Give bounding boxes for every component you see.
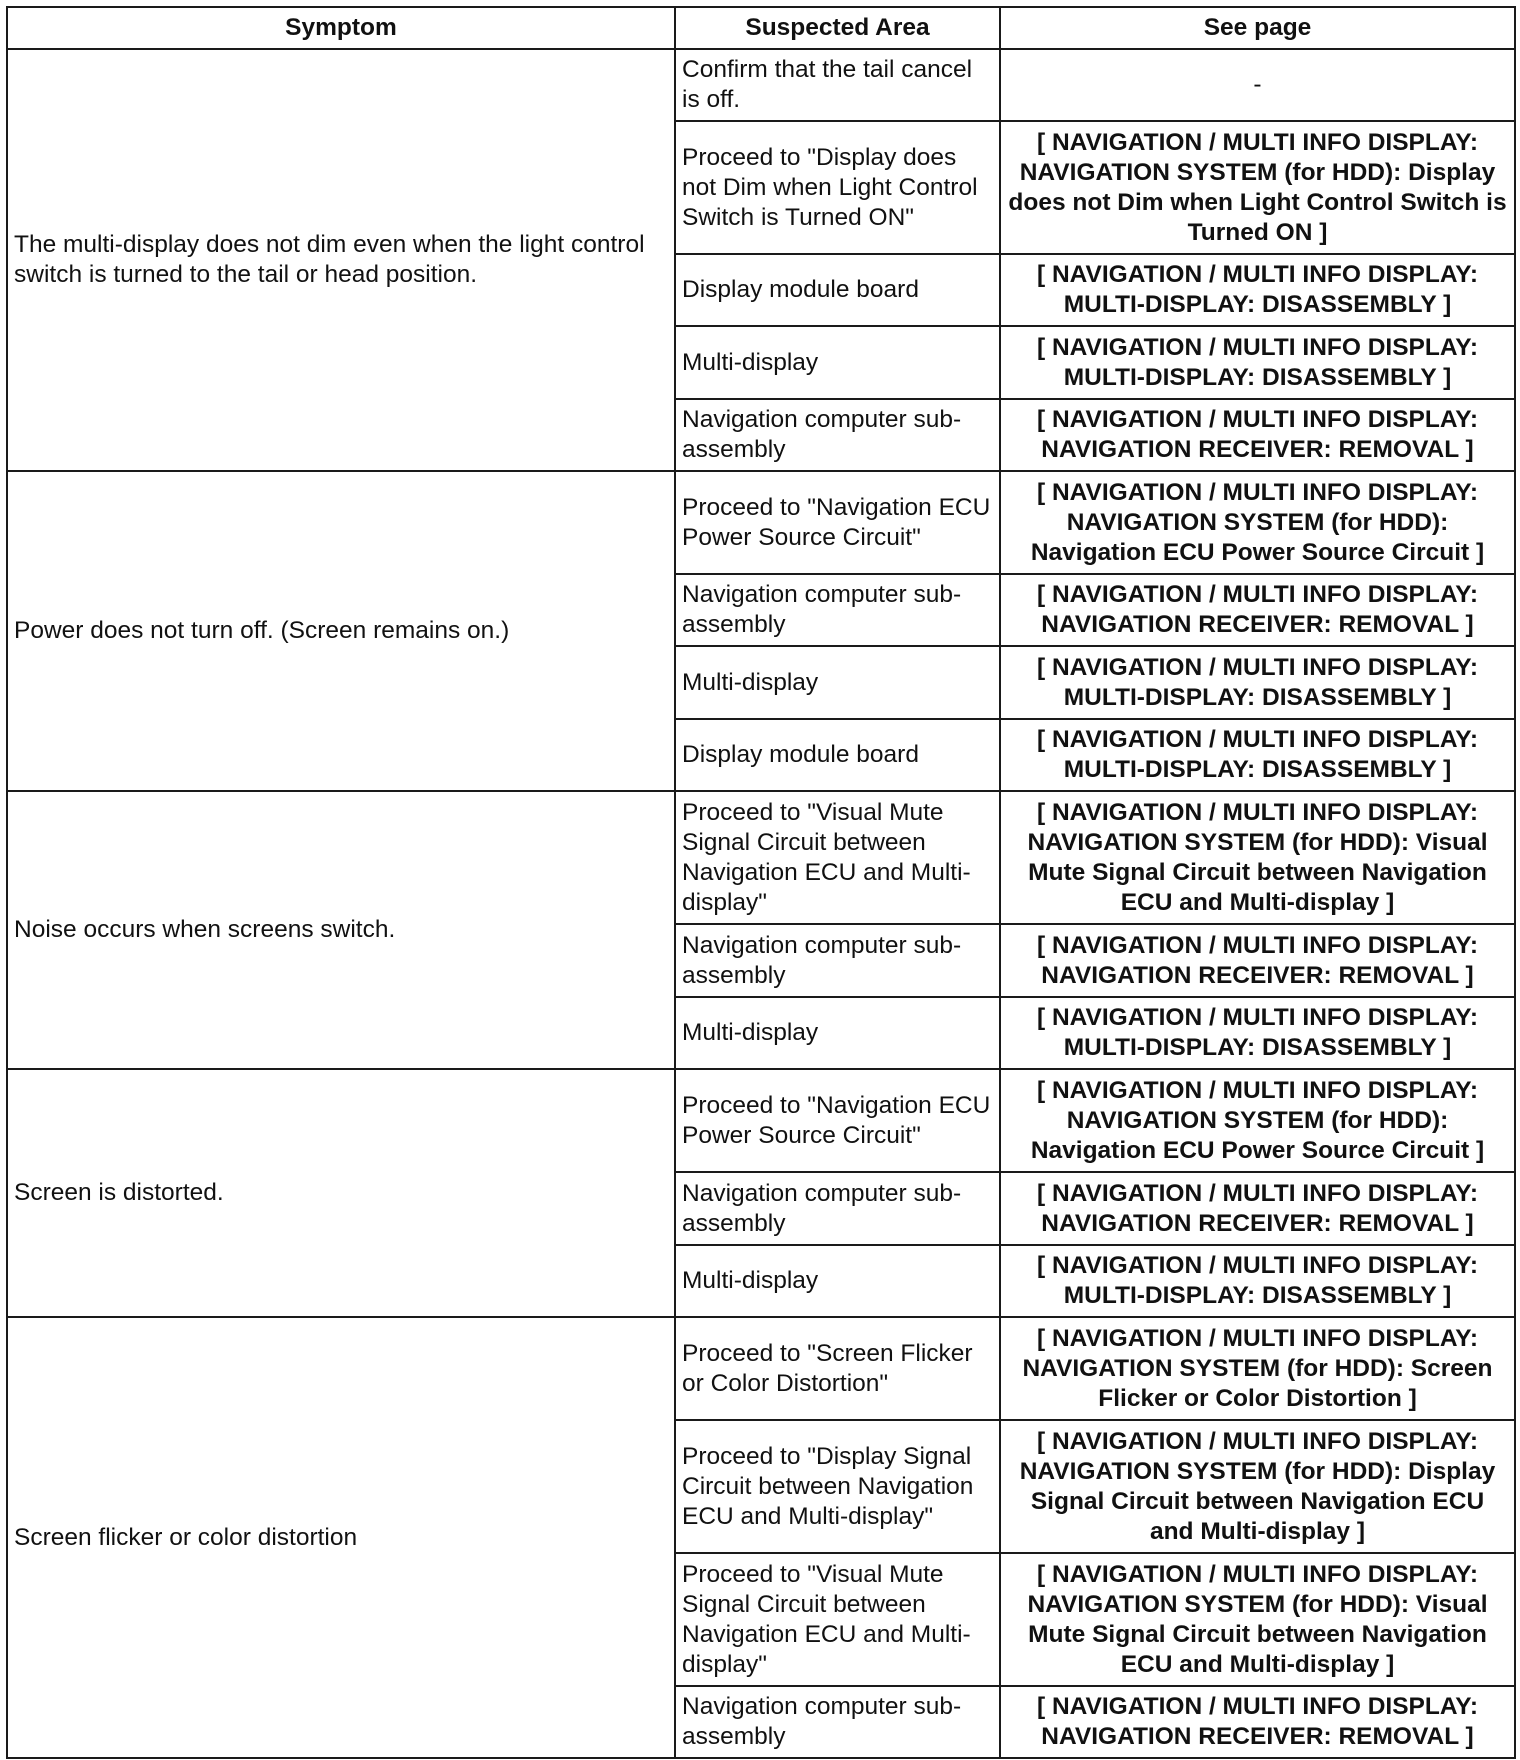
suspected-area-cell: Multi-display [675, 646, 1000, 719]
suspected-area-cell: Display module board [675, 254, 1000, 326]
suspected-area-cell: Multi-display [675, 326, 1000, 399]
header-row [7, 7, 1515, 49]
suspected-area-cell: Proceed to "Visual Mute Signal Circuit between Navigation ECU and Multi-display" [675, 791, 1000, 924]
symptom-cell: Screen flicker or color distortion [7, 1317, 675, 1758]
symptom-cell: Power does not turn off. (Screen remains on.) [7, 471, 675, 791]
table-row [7, 1317, 1515, 1420]
suspected-area-cell: Navigation computer sub-assembly [675, 1172, 1000, 1245]
suspected-area-cell: Proceed to "Display Signal Circuit between Navigation ECU and Multi-display" [675, 1420, 1000, 1553]
symptom-cell: Noise occurs when screens switch. [7, 791, 675, 1069]
suspected-area-cell: Navigation computer sub-assembly [675, 399, 1000, 471]
table-row [7, 471, 1515, 574]
suspected-area-cell: Multi-display [675, 1245, 1000, 1317]
suspected-area-cell: Proceed to "Navigation ECU Power Source Circuit" [675, 1069, 1000, 1172]
see-page-cell: [ NAVIGATION / MULTI INFO DISPLAY: MULTI-DISPLAY: DISASSEMBLY ] [1000, 254, 1515, 326]
see-page-cell: [ NAVIGATION / MULTI INFO DISPLAY: NAVIGATION SYSTEM (for HDD): Navigation ECU Power Source Circuit ] [1000, 1069, 1515, 1172]
suspected-area-cell: Proceed to "Navigation ECU Power Source Circuit" [675, 471, 1000, 574]
suspected-area-cell: Proceed to "Screen Flicker or Color Distortion" [675, 1317, 1000, 1420]
table-row [7, 791, 1515, 924]
see-page-cell: [ NAVIGATION / MULTI INFO DISPLAY: NAVIGATION RECEIVER: REMOVAL ] [1000, 1172, 1515, 1245]
symptom-cell: Screen is distorted. [7, 1069, 675, 1317]
header-see-page: See page [1000, 7, 1515, 49]
see-page-cell: [ NAVIGATION / MULTI INFO DISPLAY: NAVIGATION SYSTEM (for HDD): Display does not Dim when Light Control Switch is Turned ON ] [1000, 121, 1515, 254]
suspected-area-cell: Proceed to "Display does not Dim when Light Control Switch is Turned ON" [675, 121, 1000, 254]
suspected-area-cell: Navigation computer sub-assembly [675, 574, 1000, 646]
see-page-cell: [ NAVIGATION / MULTI INFO DISPLAY: NAVIGATION RECEIVER: REMOVAL ] [1000, 574, 1515, 646]
suspected-area-cell: Navigation computer sub-assembly [675, 1686, 1000, 1758]
see-page-cell: [ NAVIGATION / MULTI INFO DISPLAY: NAVIGATION SYSTEM (for HDD): Visual Mute Signal Circuit between Navigation ECU and Multi-display ] [1000, 1553, 1515, 1686]
header-symptom: Symptom [7, 7, 675, 49]
see-page-cell: - [1000, 49, 1515, 121]
problem-symptoms-table [6, 6, 1516, 1759]
see-page-cell: [ NAVIGATION / MULTI INFO DISPLAY: NAVIGATION RECEIVER: REMOVAL ] [1000, 924, 1515, 997]
suspected-area-cell: Display module board [675, 719, 1000, 791]
suspected-area-cell: Confirm that the tail cancel is off. [675, 49, 1000, 121]
see-page-cell: [ NAVIGATION / MULTI INFO DISPLAY: NAVIGATION RECEIVER: REMOVAL ] [1000, 399, 1515, 471]
symptom-cell: The multi-display does not dim even when the light control switch is turned to the tail or head position. [7, 49, 675, 471]
table-row [7, 49, 1515, 121]
see-page-cell: [ NAVIGATION / MULTI INFO DISPLAY: MULTI-DISPLAY: DISASSEMBLY ] [1000, 1245, 1515, 1317]
suspected-area-cell: Proceed to "Visual Mute Signal Circuit between Navigation ECU and Multi-display" [675, 1553, 1000, 1686]
see-page-cell: [ NAVIGATION / MULTI INFO DISPLAY: MULTI-DISPLAY: DISASSEMBLY ] [1000, 997, 1515, 1069]
see-page-cell: [ NAVIGATION / MULTI INFO DISPLAY: MULTI-DISPLAY: DISASSEMBLY ] [1000, 646, 1515, 719]
see-page-cell: [ NAVIGATION / MULTI INFO DISPLAY: NAVIGATION SYSTEM (for HDD): Navigation ECU Power Source Circuit ] [1000, 471, 1515, 574]
suspected-area-cell: Navigation computer sub-assembly [675, 924, 1000, 997]
table-row [7, 1069, 1515, 1172]
see-page-cell: [ NAVIGATION / MULTI INFO DISPLAY: NAVIGATION SYSTEM (for HDD): Visual Mute Signal Circuit between Navigation ECU and Multi-display ] [1000, 791, 1515, 924]
suspected-area-cell: Multi-display [675, 997, 1000, 1069]
see-page-cell: [ NAVIGATION / MULTI INFO DISPLAY: NAVIGATION RECEIVER: REMOVAL ] [1000, 1686, 1515, 1758]
see-page-cell: [ NAVIGATION / MULTI INFO DISPLAY: NAVIGATION SYSTEM (for HDD): Display Signal Circuit between Navigation ECU and Multi-display ] [1000, 1420, 1515, 1553]
see-page-cell: [ NAVIGATION / MULTI INFO DISPLAY: MULTI-DISPLAY: DISASSEMBLY ] [1000, 326, 1515, 399]
see-page-cell: [ NAVIGATION / MULTI INFO DISPLAY: NAVIGATION SYSTEM (for HDD): Screen Flicker or Color Distortion ] [1000, 1317, 1515, 1420]
header-suspected-area: Suspected Area [675, 7, 1000, 49]
see-page-cell: [ NAVIGATION / MULTI INFO DISPLAY: MULTI-DISPLAY: DISASSEMBLY ] [1000, 719, 1515, 791]
